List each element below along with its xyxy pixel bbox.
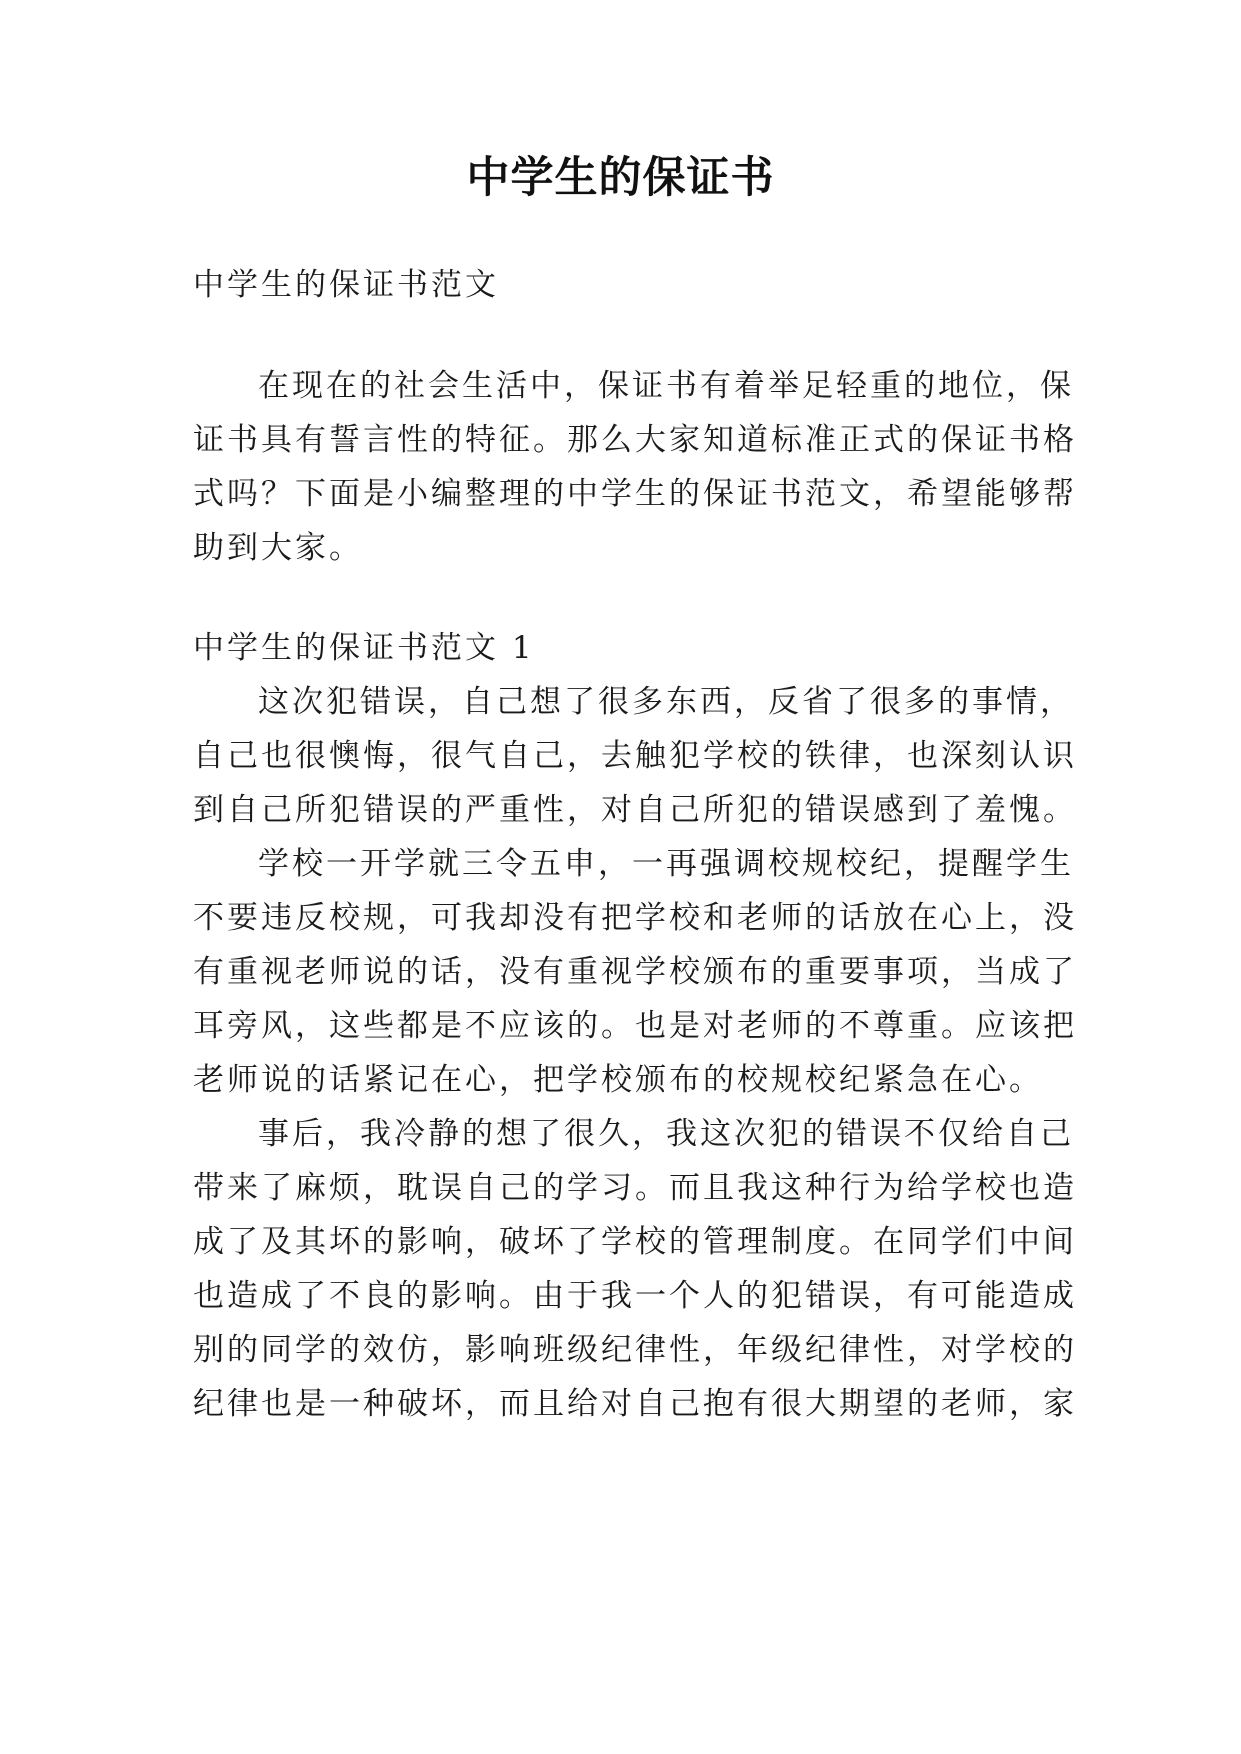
subtitle: 中学生的保证书范文 — [193, 267, 499, 303]
body-line: 纪律也是一种破坏，而且给对自己抱有很大期望的老师，家 — [193, 1386, 1077, 1422]
body-line: 不要违反校规，可我却没有把学校和老师的话放在心上，没 — [193, 900, 1077, 936]
body-line: 别的同学的效仿，影响班级纪律性，年级纪律性，对学校的 — [193, 1332, 1077, 1368]
body-line: 耳旁风，这些都是不应该的。也是对老师的不尊重。应该把 — [193, 1008, 1077, 1044]
intro-line: 证书具有誓言性的特征。那么大家知道标准正式的保证书格 — [193, 422, 1077, 458]
body-line: 自己也很懊悔，很气自己，去触犯学校的铁律，也深刻认识 — [193, 738, 1077, 774]
body-line: 有重视老师说的话，没有重视学校颁布的重要事项，当成了 — [193, 954, 1077, 990]
body-line: 老师说的话紧记在心，把学校颁布的校规校纪紧急在心。 — [193, 1062, 1043, 1098]
intro-line: 式吗？下面是小编整理的中学生的保证书范文，希望能够帮 — [193, 476, 1077, 512]
intro-line: 助到大家。 — [193, 530, 363, 566]
section-heading: 中学生的保证书范文 1 — [193, 630, 535, 666]
body-line: 成了及其坏的影响，破坏了学校的管理制度。在同学们中间 — [193, 1224, 1077, 1260]
document-title: 中学生的保证书 — [466, 153, 775, 203]
body-line: 事后，我冷静的想了很久，我这次犯的错误不仅给自己 — [258, 1116, 1074, 1152]
body-line: 也造成了不良的影响。由于我一个人的犯错误，有可能造成 — [193, 1278, 1077, 1314]
body-line: 到自己所犯错误的严重性，对自己所犯的错误感到了羞愧。 — [193, 792, 1077, 828]
body-line: 带来了麻烦，耽误自己的学习。而且我这种行为给学校也造 — [193, 1170, 1077, 1206]
body-line: 学校一开学就三令五申，一再强调校规校纪，提醒学生 — [258, 846, 1074, 882]
intro-line: 在现在的社会生活中，保证书有着举足轻重的地位，保 — [258, 368, 1074, 404]
body-line: 这次犯错误，自己想了很多东西，反省了很多的事情， — [258, 684, 1074, 720]
